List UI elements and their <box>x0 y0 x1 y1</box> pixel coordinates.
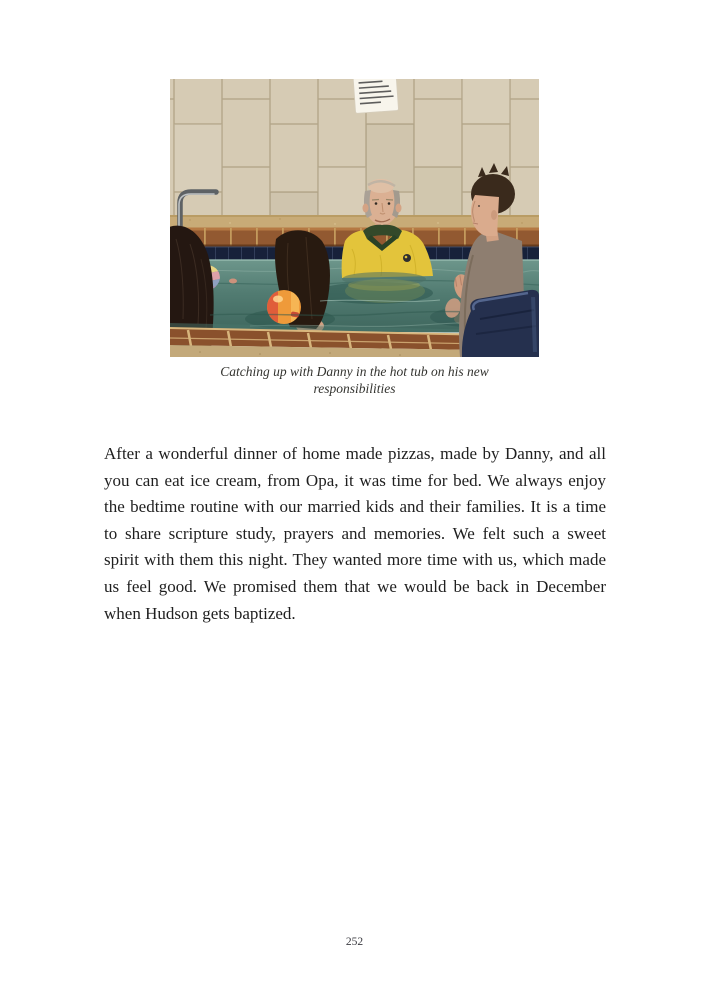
figure-caption-row <box>0 363 709 397</box>
photo-caption: Catching up with Danny in the hot tub on his new responsibilities <box>220 364 489 396</box>
page-number: 252 <box>345 936 364 948</box>
body-paragraph: After a wonderful dinner of home made pizzas, made by Danny, and all you can eat ice cream, from Opa, it was time for bed. We always enjoy the bedtime routine with our married kids and their families. It is a time to share scripture study, prayers and memories. We felt such a sweet spirit with them this night. They wanted more time with us, which made us feel good. We promised them that we would be back in December when Hudson gets baptized. <box>104 444 606 623</box>
hot-tub-photo <box>170 79 539 357</box>
pool-rules-sign <box>353 79 399 113</box>
